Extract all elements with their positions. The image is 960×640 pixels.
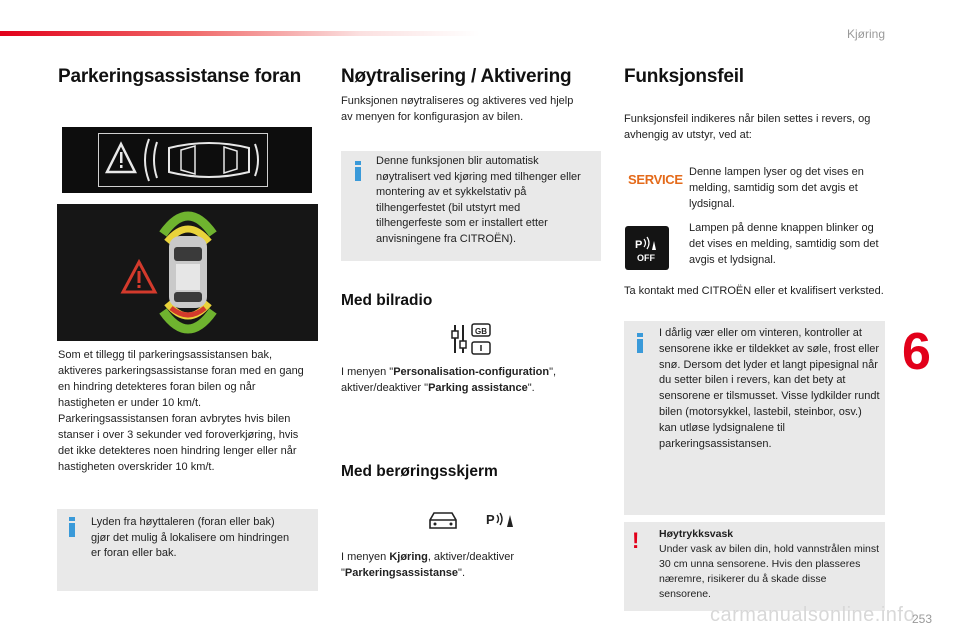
touchscreen-section-title: Med berøringsskjerm: [341, 463, 498, 480]
info-icon: [353, 161, 363, 181]
deactivation-intro: Funksjonen nøytraliseres og aktiveres ved hjelp av menyen for konfigurasjon av bilen.: [341, 95, 574, 123]
service-lamp-text: Denne lampen lyser og det vises en melding, samtidig som det avgis et lydsignal.: [689, 166, 864, 210]
info-note-weather: [624, 321, 885, 515]
settings-gb-icon: [449, 321, 492, 357]
malfunction-intro: Funksjonsfeil indikeres når bilen settes i revers, og avhengig av utstyr, ved at:: [624, 113, 871, 141]
info-note-trailer-text: Denne funksjonen blir automatisk nøytralisert ved kjøring med tilhenger eller montering av et sykkelstativ på tilhengerfestet (bil utstyrt med tilhengerfeste som er installert etter anvisningene fra CITROËN).: [376, 155, 581, 245]
info-note-trailer: [341, 151, 601, 261]
touchscreen-instruction: I menyen Kjøring, aktiver/deaktiver "Parkeringsassistanse".: [341, 551, 515, 579]
info-icon: [635, 333, 645, 353]
malfunction-title: Funksjonsfeil: [624, 66, 744, 87]
contact-dealer-text: Ta kontakt med CITROËN eller et kvalifisert verksted.: [624, 285, 884, 297]
parking-off-button-icon: [625, 226, 669, 270]
radio-instruction: I menyen "Personalisation-configuration", aktiver/deaktiver "Parking assistance".: [341, 366, 557, 394]
service-warning-icon: SERVICE: [628, 172, 683, 187]
touch-menu-item: Parkeringsassistanse: [344, 567, 459, 579]
svg-text:P: P: [635, 239, 643, 251]
front-parking-title: Parkeringsassistanse foran: [58, 66, 301, 87]
display-frame: [98, 133, 268, 187]
touch-menu-name: Kjøring: [389, 551, 428, 563]
info-note-speaker: [57, 509, 318, 591]
radio-menu-name: Personalisation-configuration: [393, 366, 550, 378]
svg-text:GB: GB: [475, 327, 487, 336]
section-title: Kjøring: [846, 27, 885, 41]
radio-menu-item: Parking assistance: [428, 382, 528, 394]
info-icon: [67, 517, 77, 537]
car-sensor-graphic: [57, 204, 318, 341]
radio-section-title: Med bilradio: [341, 292, 433, 309]
warning-exclamation-icon: !: [632, 528, 640, 553]
warning-text: Under vask av bilen din, hold vannstrålen minst 30 cm unna sensorene. Hvis den plasseres næremre, risikerer du å skade disse sensorene.: [659, 543, 880, 600]
warning-car-graphic: [99, 134, 266, 185]
chapter-number: 6: [902, 323, 931, 381]
off-label: OFF: [637, 253, 655, 263]
sensor-zones-illustration: [57, 204, 318, 341]
deactivation-title: Nøytralisering / Aktivering: [341, 66, 572, 87]
parking-sensor-icon: [485, 509, 517, 531]
warning-note-washing: [624, 522, 885, 611]
header-accent-bar: [0, 31, 480, 36]
page-number: 253: [912, 612, 933, 626]
svg-text:P: P: [486, 512, 495, 527]
info-note-weather-text: I dårlig vær eller om vinteren, kontroller at sensorene ikke er tildekket av søle, frost eller snø. Dersom det lyder et langt pipesignal når du setter bilen i revers, kan det bety at sensorene er tilsmusset. Visse lydkilder rundt bilen (motorsykkel, lastebil, steinbor, osv.) kan utløse lydsignalene til parkeringsassistansen.: [659, 327, 880, 450]
parking-display-illustration: [62, 127, 312, 193]
button-lamp-text: Lampen på denne knappen blinker og det vises en melding, samtidig som det avgis et lydsignal.: [689, 222, 879, 266]
warning-title: Høytrykksvask: [659, 528, 734, 540]
info-note-speaker-text: Lyden fra høyttaleren (foran eller bak) gjør det mulig å lokalisere om hindringen er foran eller bak.: [91, 516, 290, 559]
parking-sensor-off-glyph: [625, 226, 669, 270]
watermark: carmanualsonline.info: [710, 604, 916, 626]
car-icon: [427, 510, 459, 532]
front-parking-description: Som et tillegg til parkeringsassistansen bak, aktiveres parkeringsassistanse foran med en gang en hindring detekteres foran bilen og når hastigheten er under 10 km/t. Parkeringsassistansen foran avbrytes hvis bilen stanser i over 3 sekunder ved foroverkjøring, hvis det ikke detekteres noen hindring lenger eller når hastigheten overskrider 10 km/t.: [58, 349, 304, 473]
